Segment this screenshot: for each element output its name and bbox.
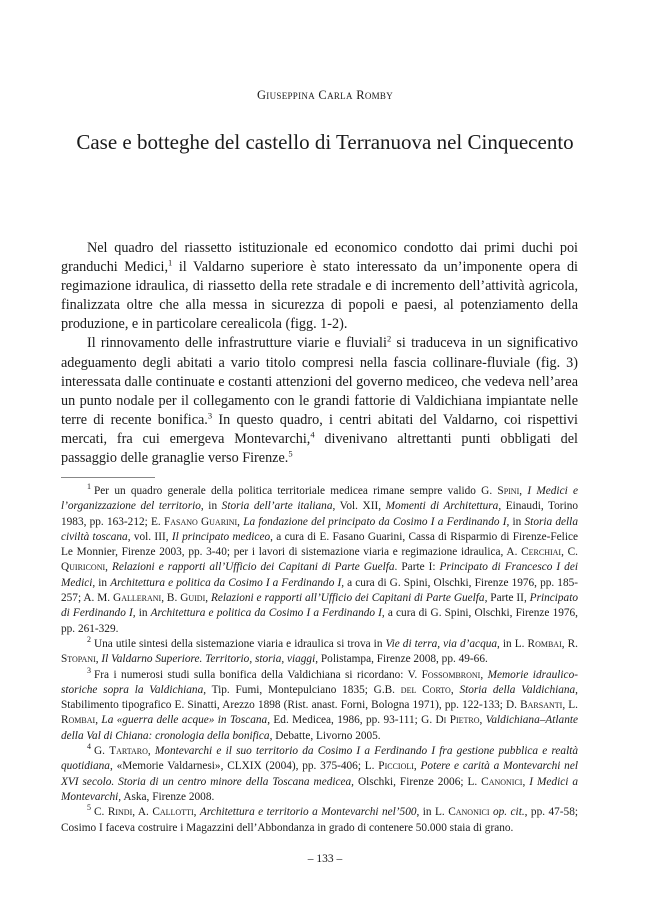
- article-title: Case e botteghe del castello di Terranuova nel Cinquecento: [76, 130, 574, 154]
- footnote-ref[interactable]: 4: [310, 429, 315, 440]
- footnote-5: $^5$ C. Rindi, A. Callotti, Architettura e territorio a Montevarchi nel’500, in L. Canonici op. cit., pp. 47-58; Cosimo I faceva costruire i Magazzini dell’Abbondanza in grado di contenere 50.000 staia di grano.: [61, 803, 578, 834]
- page-number: – 133 –: [307, 853, 343, 865]
- footnote-ref[interactable]: 5: [288, 448, 293, 459]
- author-name: Giuseppina Carla Romby: [256, 88, 394, 102]
- paragraph-2: Il rinnovamento delle infrastrutture viarie e fluviali$^2$ si traduceva in un significativo adeguamento degli abitati a vario titolo compresi nella fascia collinare-fluviale (fig. 3) interessata dalle continuate e costanti attenzioni del governo mediceo, che vedeva nell’area un punto nodale per il collegamento con le grandi fattorie di Valdichiana impiantate nelle terre di recente bonifica.$^3$ In questo quadro, i centri abitati del Valdarno, coi rispettivi mercati, fra cui emergeva Montevarchi,$^4$ divenivano altrettanti punti obbligati del passaggio delle granaglie verso Firenze.$^5$: [61, 333, 579, 467]
- footnote-separator: [61, 477, 155, 478]
- main-text: [61, 239, 578, 468]
- footnotes: [61, 484, 578, 836]
- footnote-ref[interactable]: 1: [168, 257, 173, 268]
- footnote-3: $^3$ Fra i numerosi studi sulla bonifica della Valdichiana si ricordano: V. Fossombroni, Memorie idraulico-storiche sopra la Valdichiana, Tip. Fumi, Montepulciano 1835; G.B. del Corto, Storia della Valdichiana, Stabilimento tipografico E. Sinatti, Arezzo 1898 (Rist. anast. Forni, Bologna 1971), pp. 122-133; D. Barsanti, L. Rombai, La «guerra delle acque» in Toscana, Ed. Medicea, 1986, pp. 93-111; G. Di Pietro, Valdichiana–Atlante della Val di Chiana: cronologia della bonifica, Debatte, Livorno 2005.: [61, 665, 578, 742]
- footnote-ref[interactable]: 3: [207, 410, 213, 421]
- footnote-ref[interactable]: 2: [386, 333, 392, 344]
- footnote-4: $^4$ G. Tartaro, Montevarchi e il suo territorio da Cosimo I a Ferdinando I fra gestione pubblica e realtà quotidiana, «Memorie Valdarnesi», CLXIX (2004), pp. 375-406; L. Piccioli, Potere e carità a Montevarchi nel XVI secolo. Storia di un centro minore della Toscana medicea, Olschki, Firenze 2006; L. Canonici, I Medici a Montevarchi, Aska, Firenze 2008.: [61, 742, 579, 803]
- footnote-2: $^2$ Una utile sintesi della sistemazione viaria e idraulica si trova in Vie di terra, via d’acqua, in L. Rombai, R. Stopani, Il Valdarno Superiore. Territorio, storia, viaggi, Polistampa, Firenze 2008, pp. 49-66.: [61, 635, 578, 666]
- footnote-1: $^1$ Per un quadro generale della politica territoriale medicea rimane sempre valido G. Spini, I Medici e l’organizzazione del territorio, in Storia dell’arte italiana, Vol. XII, Momenti di Architettura, Einaudi, Torino 1983, pp. 163-212; E. Fasano Guarini, La fondazione del principato da Cosimo I a Ferdinando I, in Storia della civiltà toscana, vol. III, Il principato mediceo, a cura di E. Fasano Guarini, Cassa di Risparmio di Firenze-Felice Le Monnier, Firenze 2003, pp. 3-40; per i lavori di sistemazione viaria e regimazione idraulica, A. Cerchiai, C. Quiriconi, Relazioni e rapporti all’Ufficio dei Capitani di Parte Guelfa. Parte I: Principato di Francesco I dei Medici, in Architettura e politica da Cosimo I a Ferdinando I, a cura di G. Spini, Olschki, Firenze 1976, pp. 185-257; A. M. Gallerani, B. Guidi, Relazioni e rapporti all’Ufficio dei Capitani di Parte Guelfa, Parte II, Principato di Ferdinando I, in Architettura e politica da Cosimo I a Ferdinando I, a cura di G. Spini, Olschki, Firenze 1976, pp. 261-329.: [61, 482, 579, 635]
- paragraph-1: Nel quadro del riassetto istituzionale ed economico condotto dai primi duchi poi granduchi Medici,$^1$ il Valdarno superiore è stato interessato da un’imponente opera di regimazione idraulica, di riassetto della rete stradale e di incremento dell’attività agricola, finalizzata oltre che alla messa in sicurezza di popoli e paesi, al potenziamento della produzione, e in particolare cerealicola (figg. 1-2).: [61, 240, 579, 333]
